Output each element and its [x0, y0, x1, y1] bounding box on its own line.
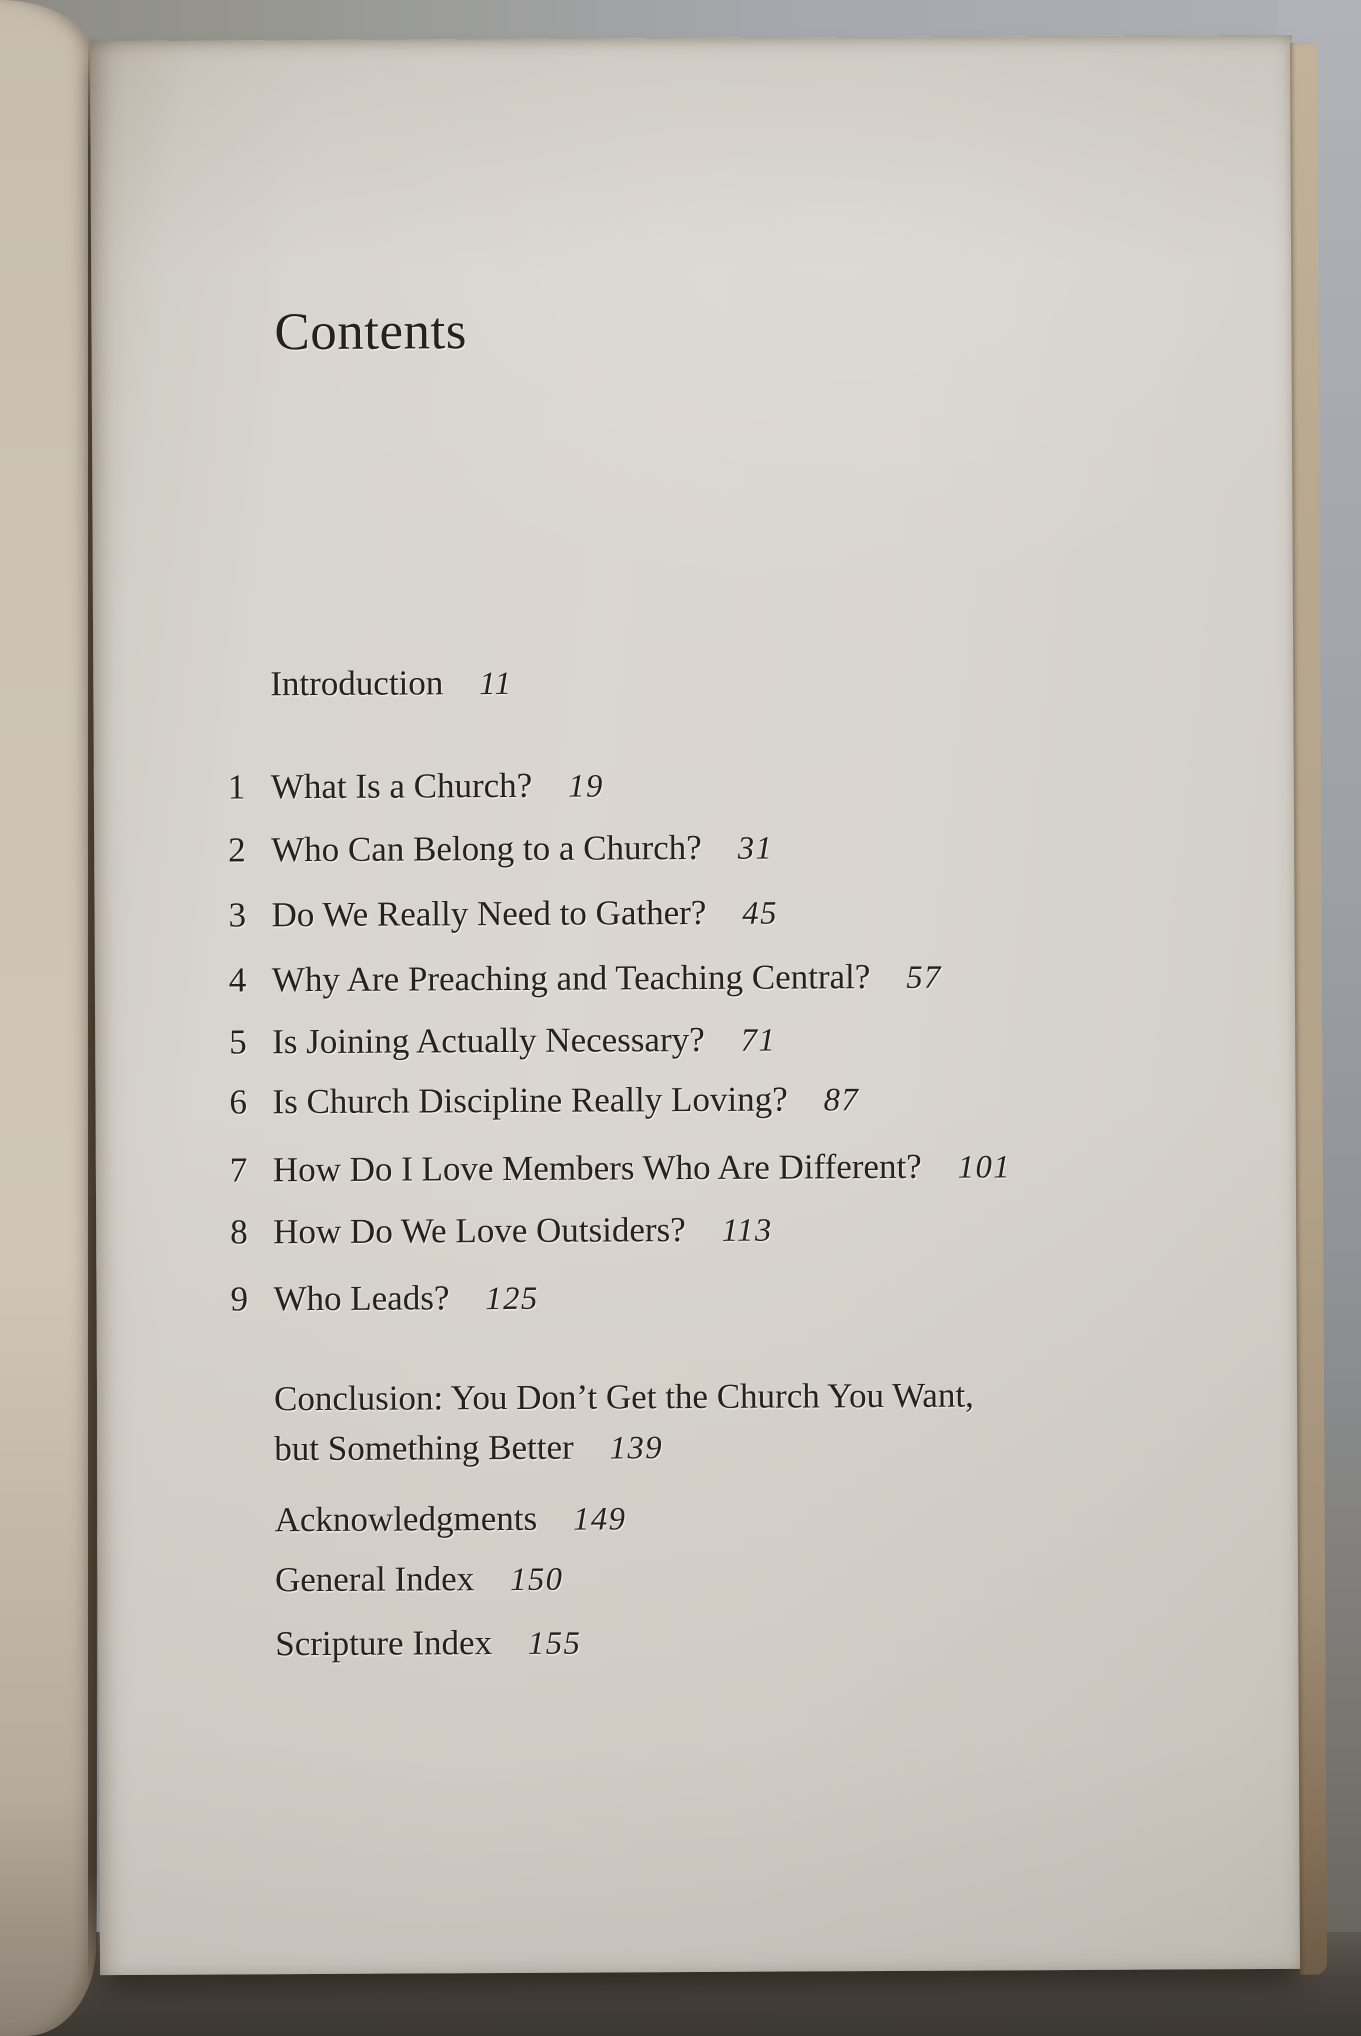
chapter-number: 6	[229, 1082, 248, 1122]
toc-entry-title: General Index	[274, 1559, 475, 1600]
chapter-title: Why Are Preaching and Teaching Central?	[271, 957, 871, 1000]
toc-entry-page-number: 11	[479, 665, 513, 703]
toc-entry-conclusion-line1	[274, 1374, 974, 1422]
toc-entry-conclusion-line2	[274, 1425, 663, 1472]
chapter-page-number: 87	[823, 1082, 860, 1119]
conclusion-title-line2: but Something Better	[274, 1427, 574, 1469]
chapter-page-number: 19	[568, 768, 604, 805]
chapter-number: 1	[227, 767, 246, 807]
toc-entry-general-index	[275, 1557, 564, 1604]
toc-entry-chapter-3	[225, 891, 778, 939]
toc-entry-chapter-4	[226, 955, 942, 1004]
chapter-title: Who Leads?	[273, 1278, 450, 1319]
chapter-title: What Is a Church?	[270, 765, 533, 807]
toc-entry-acknowledgments	[275, 1496, 627, 1543]
chapter-page-number: 113	[721, 1212, 773, 1249]
toc-entry-page-number: 149	[573, 1501, 627, 1538]
chapter-number: 5	[229, 1022, 247, 1062]
chapter-number: 7	[229, 1150, 248, 1190]
left-page-stack	[0, 0, 96, 2036]
toc-entry-chapter-7	[227, 1144, 1011, 1193]
chapter-page-number: 57	[906, 959, 943, 996]
page-title: Contents	[274, 302, 468, 362]
chapter-number: 4	[228, 960, 247, 1000]
chapter-number: 9	[230, 1279, 249, 1319]
toc-entry-chapter-1	[225, 763, 604, 810]
chapter-page-number: 125	[485, 1280, 539, 1318]
conclusion-page-number: 139	[609, 1430, 664, 1467]
page-content	[90, 35, 1302, 1975]
chapter-title: How Do We Love Outsiders?	[273, 1210, 686, 1252]
toc-entry-title: Introduction	[270, 663, 444, 704]
toc-entry-chapter-9	[227, 1276, 538, 1323]
toc-entry-chapter-2	[225, 826, 773, 874]
toc-entry-page-number: 150	[510, 1561, 564, 1598]
toc-entry-introduction	[270, 661, 512, 707]
chapter-page-number: 71	[740, 1022, 777, 1059]
chapter-page-number: 45	[742, 895, 779, 932]
toc-entry-chapter-8	[227, 1208, 773, 1256]
conclusion-title-line1: Conclusion: You Don’t Get the Church You Want,	[273, 1375, 974, 1419]
toc-entry-scripture-index	[275, 1621, 581, 1668]
toc-entry-chapter-6	[226, 1077, 859, 1125]
toc-entry-page-number: 155	[527, 1625, 582, 1662]
contents-page	[90, 35, 1302, 1975]
chapter-title: Is Church Discipline Really Loving?	[272, 1079, 788, 1122]
chapter-number: 3	[228, 895, 247, 935]
toc-entry-chapter-5	[226, 1018, 776, 1066]
chapter-page-number: 101	[957, 1149, 1012, 1186]
chapter-title: Who Can Belong to a Church?	[271, 827, 702, 870]
chapter-number: 2	[228, 830, 246, 870]
chapter-title: Do We Really Need to Gather?	[271, 892, 707, 935]
chapter-number: 8	[230, 1212, 248, 1252]
toc-entry-title: Acknowledgments	[274, 1498, 538, 1540]
toc-entry-title: Scripture Index	[275, 1623, 493, 1664]
chapter-title: How Do I Love Members Who Are Different?	[272, 1146, 922, 1190]
chapter-title: Is Joining Actually Necessary?	[272, 1019, 705, 1062]
chapter-page-number: 31	[737, 830, 774, 867]
